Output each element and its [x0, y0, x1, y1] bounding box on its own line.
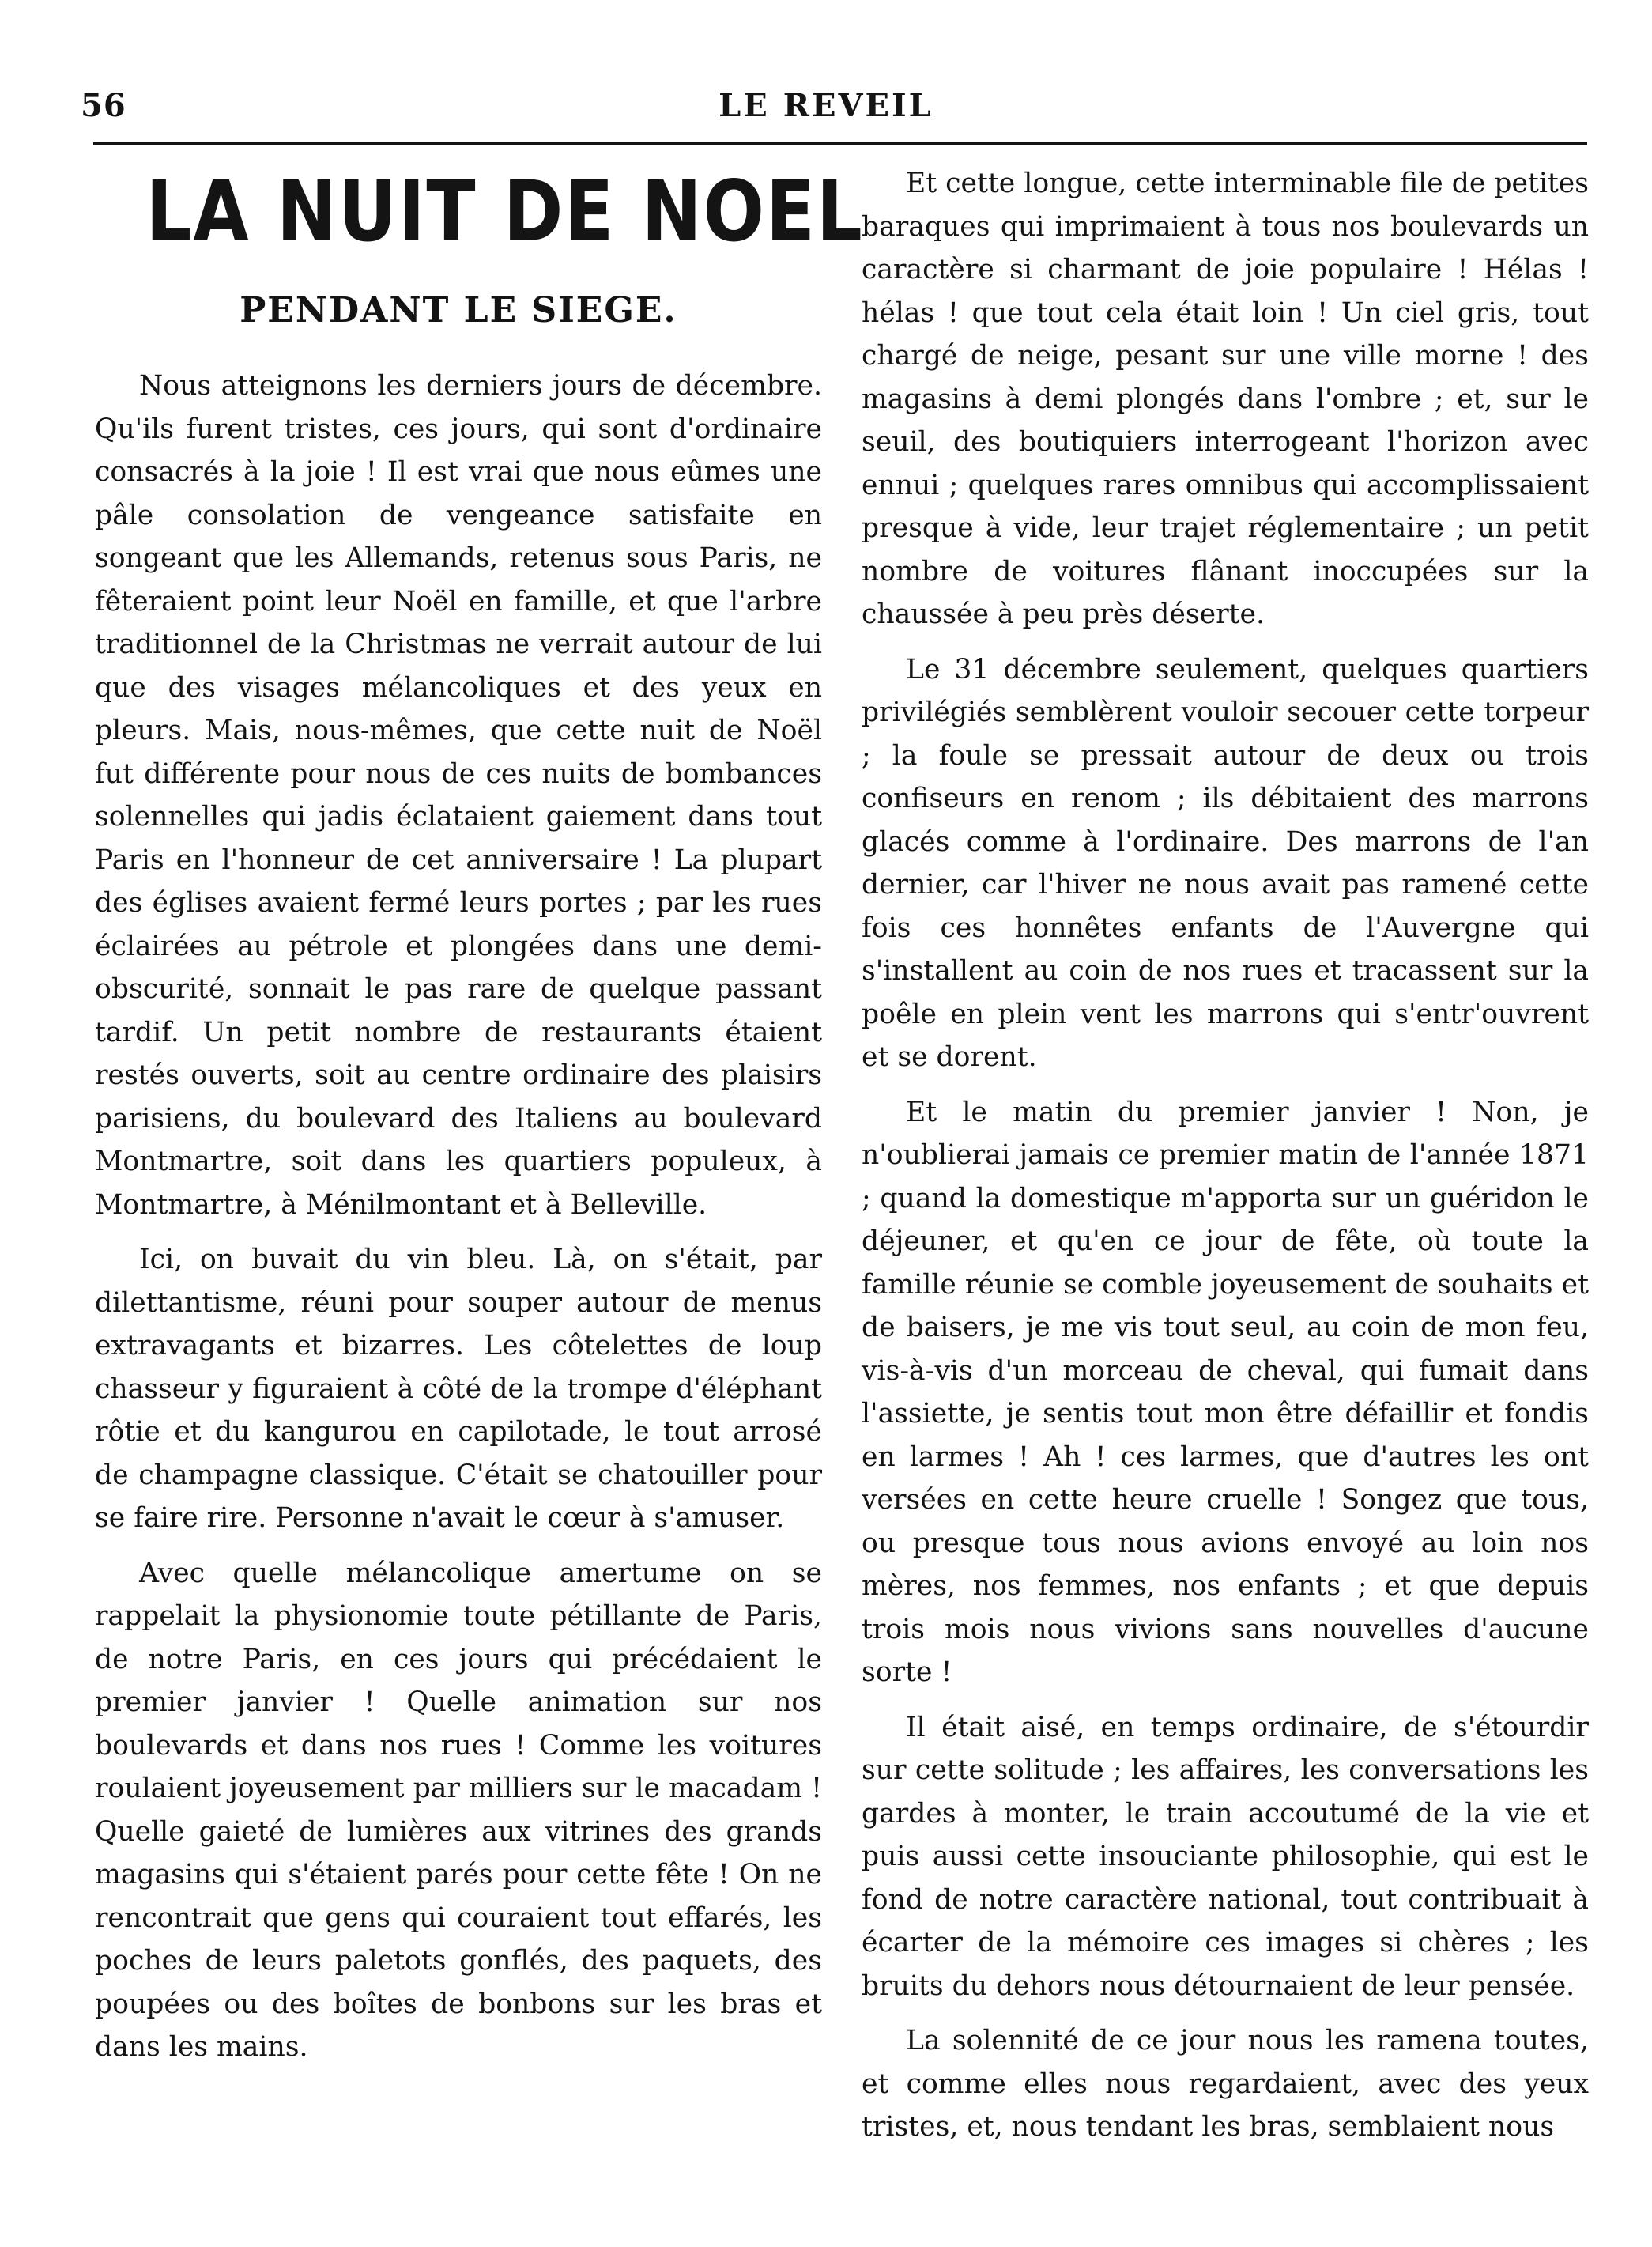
header-rule	[93, 142, 1587, 145]
paragraph: Il était aisé, en temps ordinaire, de s'étourdir sur cette solitude ; les affaires, les conversations les gardes à monter, le train accoutumé de la vie et puis aussi cette insouciante philosophie, qui est le fond de notre caractère national, tout contribuait à écarter de la mémoire ces images si chères ; les bruits du dehors nous détournaient de leur pensée.	[862, 1711, 1589, 2002]
article-title: LA NUIT DE NOEL	[145, 163, 864, 260]
running-title: LE REVEIL	[719, 87, 933, 124]
article-subtitle: PENDANT LE SIEGE.	[240, 290, 677, 330]
right-column	[862, 162, 1589, 2161]
paragraph: Et le matin du premier janvier ! Non, je n'oublierai jamais ce premier matin de l'année 1871 ; quand la domestique m'apporta sur un guéridon le déjeuner, et qu'en ce jour de fête, où toute la famille réunie se comble joyeusement de souhaits et de baisers, je me vis tout seul, au coin de mon feu, vis-à-vis d'un morceau de cheval, qui fumait dans l'assiette, je sentis tout mon être défaillir et fondis en larmes ! Ah ! ces larmes, que d'autres les ont versées en cette heure cruelle ! Songez que tous, ou presque tous nous avions envoyé au loin nos mères, nos femmes, nos enfants ; et que depuis trois mois nous vivions sans nouvelles d'aucune sorte !	[862, 1096, 1589, 1688]
paragraph: Le 31 décembre seulement, quelques quartiers privilégiés semblèrent vouloir secouer cette torpeur ; la foule se pressait autour de deux ou trois confiseurs en renom ; ils débitaient des marrons glacés comme à l'ordinaire. Des marrons de l'an dernier, car l'hiver ne nous avait pas ramené cette fois ces honnêtes enfants de l'Auvergne qui s'installent au coin de nos rues et tracassent sur la poêle en plein vent les marrons qui s'entr'ouvrent et se dorent.	[862, 653, 1589, 1073]
page-number: 56	[81, 87, 126, 124]
left-column	[95, 162, 864, 2081]
paragraph: Nous atteignons les derniers jours de décembre. Qu'ils furent tristes, ces jours, qui sont d'ordinaire consacrés à la joie ! Il est vrai que nous eûmes une pâle consolation de vengeance satisfaite en songeant que les Allemands, retenus sous Paris, ne fêteraient point leur Noël en famille, et que l'arbre traditionnel de la Christmas ne verrait autour de lui que des visages mélancoliques et des yeux en pleurs. Mais, nous-mêmes, que cette nuit de Noël fut différente pour nous de ces nuits de bombances solennelles qui jadis éclataient gaiement dans tout Paris en l'honneur de cet anniversaire ! La plupart des églises avaient fermé leurs portes ; par les rues éclairées au pétrole et plongées dans une demi-obscurité, sonnait le pas rare de quelque passant tardif. Un petit nombre de restaurants étaient restés ouverts, soit au centre ordinaire des plaisirs parisiens, du boulevard des Italiens au boulevard Montmartre, soit dans les quartiers populeux, à Montmartre, à Ménilmontant et à Belleville.	[95, 370, 822, 1221]
paragraph: La solennité de ce jour nous les ramena toutes, et comme elles nous regardaient, avec des yeux tristes, et, nous tendant les bras, semblaient nous	[862, 2025, 1589, 2143]
paragraph: Avec quelle mélancolique amertume on se rappelait la physionomie toute pétillante de Paris, de notre Paris, en ces jours qui précédaient le premier janvier ! Quelle animation sur nos boulevards et dans nos rues ! Comme les voitures roulaient joyeusement par milliers sur le macadam ! Quelle gaieté de lumières aux vitrines des grands magasins qui s'étaient parés pour cette fête ! On ne rencontrait que gens qui couraient tout effarés, les poches de leurs paletots gonflés, des paquets, des poupées ou des boîtes de bonbons sur les bras et dans les mains.	[95, 1557, 822, 2063]
paragraph: Et cette longue, cette interminable file de petites baraques qui imprimaient à tous nos boulevards un caractère si charmant de joie populaire ! Hélas ! hélas ! que tout cela était loin ! Un ciel gris, tout chargé de neige, pesant sur une ville morne ! des magasins à demi plongés dans l'ombre ; et, sur le seuil, des boutiquiers interrogeant l'horizon avec ennui ; quelques rares omnibus qui accomplissaient presque à vide, leur trajet réglementaire ; un petit nombre de voitures flânant inoccupées sur la chaussée à peu près déserte.	[862, 168, 1589, 630]
paragraph: Ici, on buvait du vin bleu. Là, on s'était, par dilettantisme, réuni pour souper autour de menus extravagants et bizarres. Les côtelettes de loup chasseur y figuraient à côté de la trompe d'éléphant rôtie et du kangurou en capilotade, le tout arrosé de champagne classique. C'était se chatouiller pour se faire rire. Personne n'avait le cœur à s'amuser.	[95, 1244, 822, 1534]
